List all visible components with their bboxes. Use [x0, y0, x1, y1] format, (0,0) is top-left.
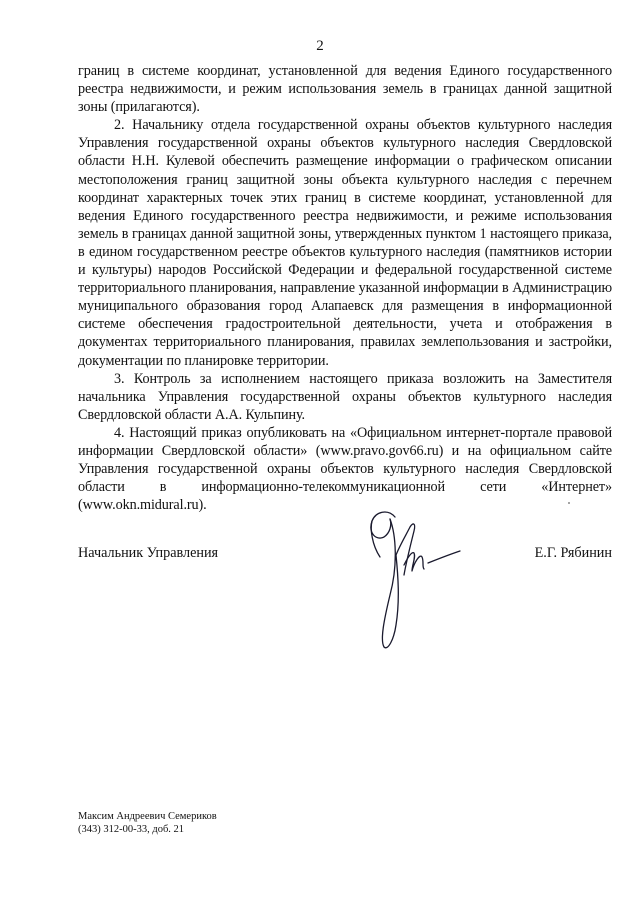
signatory-position: Начальник Управления: [78, 545, 219, 561]
handwritten-signature: [350, 505, 470, 655]
signature-row: [78, 545, 612, 565]
paragraph-4: 4. Настоящий приказ опубликовать на «Официальном интернет-портале правовой информации Свердловской области» (www.pravo.gov66.ru) и на официальном сайте Управления государственной охраны объектов культурного наследия Свердловской области в информационно-телекоммуникационной сети «Интернет» (www.okn.midural.ru).: [78, 424, 612, 514]
executor-contact: [78, 810, 217, 836]
document-body: [78, 62, 612, 514]
signatory-name: Е.Г. Рябинин: [534, 545, 612, 561]
scan-dot: [568, 502, 570, 504]
executor-phone: (343) 312-00-33, доб. 21: [78, 824, 185, 835]
page-number: 2: [316, 38, 324, 54]
paragraph-1-continuation: границ в системе координат, установленной для ведения Единого государственного реестра недвижимости, и режим использования земель в границах данной защитной зоны (прилагаются).: [78, 63, 612, 116]
paragraph-2: 2. Начальнику отдела государственной охраны объектов культурного наследия Управления государственной охраны объектов культурного наследия Свердловской области Н.Н. Кулевой обеспечить размещение информации о графическом описании местоположения границ защитной зоны объекта культурного наследия с перечнем координат характерных точек этих границ в системе координат, установленной для ведения Единого государственного реестра недвижимости, и режиме использования земель в границах данной защитной зоны, утвержденных пунктом 1 настоящего приказа, в едином государственном реестре объектов культурного наследия (памятников истории и культуры) народов Российской Федерации и федеральной государственной системе территориального планирования, направление указанной информации в Администрацию муниципального образования город Алапаевск для размещения в информационной системе обеспечения градостроительной деятельности, учета и отображения в документах территориального планирования, правилах землепользования и застройки, документации по планировке территории.: [78, 117, 612, 369]
paragraph-3: 3. Контроль за исполнением настоящего приказа возложить на Заместителя начальника Управления государственной охраны объектов культурного наследия Свердловской области А.А. Кульпину.: [78, 370, 612, 423]
executor-name: Максим Андреевич Семериков: [78, 811, 217, 822]
